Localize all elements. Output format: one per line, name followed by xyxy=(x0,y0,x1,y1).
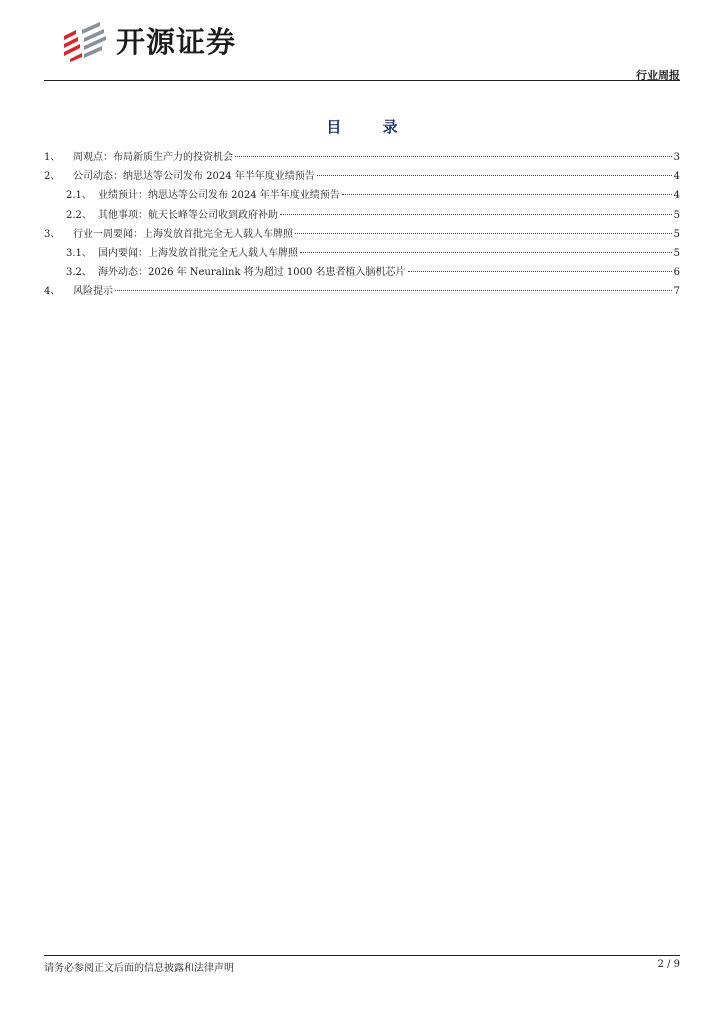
toc-entry-number: 3.2、 xyxy=(66,267,92,279)
toc-title: 目 录 xyxy=(326,118,416,136)
toc-entry[interactable] xyxy=(44,148,680,167)
header-divider xyxy=(44,80,680,81)
page-indicator: 2 / 9 xyxy=(657,959,680,970)
toc-entry-number: 2.2、 xyxy=(66,209,92,221)
toc-entry-label[interactable]: 海外动态：2026 年 Neuralink 将为超过 1000 名患者植入脑机芯片 xyxy=(98,267,406,279)
toc-entry[interactable] xyxy=(44,206,680,225)
toc-entry-label[interactable]: 业绩预计：纳思达等公司发布 2024 年半年度业绩预告 xyxy=(98,190,340,202)
toc-entry-page: 5 xyxy=(673,228,680,240)
toc-entry-page: 4 xyxy=(673,190,680,202)
brand-name: 开源证券 xyxy=(116,25,237,59)
toc-entry-label[interactable]: 行业一周要闻：上海发放首批完全无人载人车牌照 xyxy=(73,228,293,240)
toc-entry-label[interactable]: 公司动态：纳思达等公司发布 2024 年半年度业绩预告 xyxy=(73,171,315,183)
toc-entry-page: 5 xyxy=(673,209,680,221)
toc-entry-number: 3.1、 xyxy=(66,247,92,259)
toc-dot-leader xyxy=(115,290,672,291)
toc-entry-number: 3、 xyxy=(44,228,61,240)
brand-logo-icon xyxy=(62,22,108,62)
toc-entry-label[interactable]: 国内要闻：上海发放首批完全无人载人车牌照 xyxy=(98,247,298,259)
toc-entry-label[interactable]: 风险提示 xyxy=(73,286,113,298)
toc-entry[interactable] xyxy=(44,167,680,186)
toc-entry[interactable] xyxy=(44,282,680,301)
footer-disclaimer: 请务必参阅正文后面的信息披露和法律声明 xyxy=(44,963,234,974)
toc-entry-number: 1、 xyxy=(44,152,61,163)
brand-logo xyxy=(62,22,236,62)
toc-entry-page: 3 xyxy=(673,152,680,163)
footer-divider xyxy=(44,955,680,956)
toc-entry-label[interactable]: 周观点：布局新质生产力的投资机会 xyxy=(73,152,233,163)
report-type-label: 行业周报 xyxy=(636,69,680,82)
toc-entry[interactable] xyxy=(44,244,680,263)
toc-entry-page: 4 xyxy=(673,171,680,183)
toc-entry-number: 4、 xyxy=(44,286,61,298)
toc-entry-page: 7 xyxy=(673,286,680,298)
toc-entry-number: 2、 xyxy=(44,171,61,183)
toc-entry[interactable] xyxy=(44,186,680,205)
toc-entry-label[interactable]: 其他事项：航天长峰等公司收到政府补助 xyxy=(98,209,278,221)
toc-dot-leader xyxy=(295,233,672,234)
toc-dot-leader xyxy=(300,252,672,253)
toc-entry-page: 5 xyxy=(673,247,680,259)
toc-dot-leader xyxy=(235,156,672,157)
table-of-contents xyxy=(44,148,680,302)
toc-entry[interactable] xyxy=(44,263,680,282)
toc-entry-page: 6 xyxy=(673,267,680,279)
toc-dot-leader xyxy=(342,194,672,195)
toc-dot-leader xyxy=(317,175,672,176)
toc-dot-leader xyxy=(408,271,672,272)
toc-dot-leader xyxy=(280,214,672,215)
toc-entry-number: 2.1、 xyxy=(66,190,92,202)
toc-entry[interactable] xyxy=(44,225,680,244)
